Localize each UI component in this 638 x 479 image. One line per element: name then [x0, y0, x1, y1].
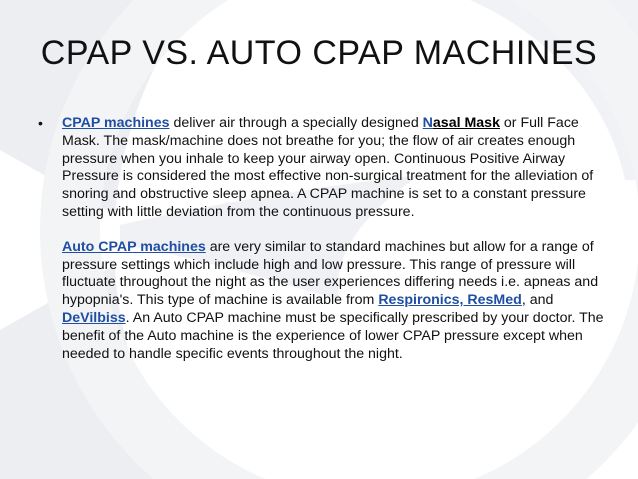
bullet-marker: • [38, 115, 43, 131]
paragraph-auto-text-3: . An Auto CPAP machine must be specifically prescribed by your doctor. The benefit of the Auto machine is the experience of lower CPAP pressure except when needed to handle specific events throughout the night. [62, 309, 604, 362]
link-cpap-machines[interactable]: CPAP machines [62, 115, 170, 131]
bullet-text [62, 115, 606, 363]
link-devilbiss[interactable]: DeVilbiss [62, 309, 126, 326]
link-nasal-mask-rest[interactable]: asal Mask [432, 115, 500, 131]
slide-content [38, 115, 606, 363]
paragraph-cpap-text-1: deliver air through a specially designed [169, 115, 423, 131]
link-nasal-mask-initial[interactable]: N [422, 115, 433, 131]
link-auto-cpap-machines[interactable]: Auto CPAP machines [62, 238, 206, 255]
paragraph-cpap [62, 115, 606, 222]
slide-title: CPAP VS. AUTO CPAP MACHINES [40, 34, 598, 72]
paragraph-auto-cpap [62, 239, 606, 364]
bullet-item [38, 115, 606, 363]
paragraph-auto-text-2: , and [521, 292, 554, 309]
paragraph-cpap-text-2: or Full Face Mask. The mask/machine does not breathe for you; the flow of air creates enough pressure when you inhale to keep your airway open. Continuous Positive Airway Pressure is considered the most effective non-surgical treatment for the alleviation of snoring and obstructive sleep apnea. A CPAP machine is set to a constant pressure setting with little deviation from the continuous pressure. [62, 115, 594, 220]
link-nasal-mask[interactable] [423, 115, 500, 131]
link-respironics-resmed[interactable]: Respironics, ResMed [378, 292, 522, 309]
paragraph-auto-text-1: are very similar to standard machines but allow for a range of pressure settings which include high and low pressure. This range of pressure will fluctuate throughout the night as the user experiences differing needs i.e. apneas and hypopnia's. This type of machine is available from [62, 238, 599, 309]
